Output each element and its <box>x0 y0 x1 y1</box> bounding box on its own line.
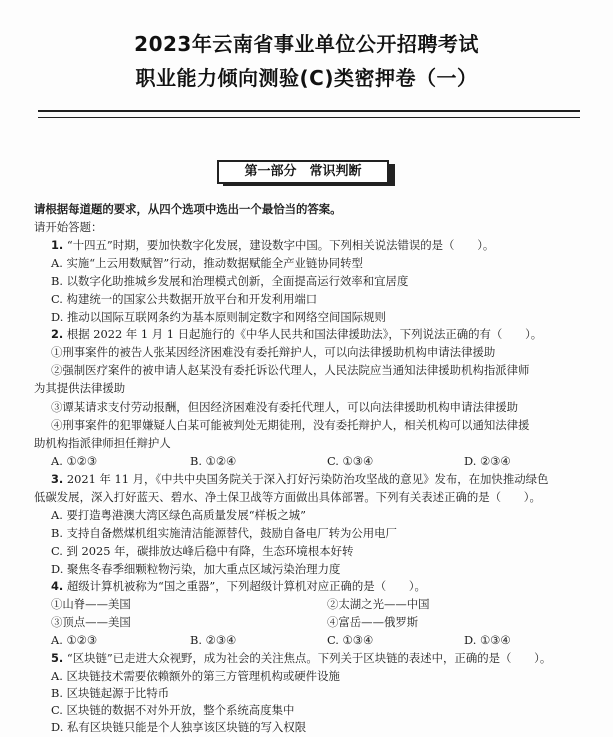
instruction-note: 请根据每道题的要求，从四个选项中选出一个最恰当的答案。 <box>34 202 342 216</box>
exam-title-line2: 职业能力倾向测验(C)类密押卷（一） <box>135 66 478 90</box>
q1-option-d: D. 推动以国际互联网条约为基本原则制定数字和网络空间国际规则 <box>51 310 386 324</box>
q5-option-c: C. 区块链的数据不对外开放，整个系统高度集中 <box>51 703 295 717</box>
q4-option-a: A. ①②③ <box>51 633 98 647</box>
question-number: 5. <box>51 651 64 665</box>
section-banner <box>217 160 395 186</box>
q4-item-1: ①山脊——美国 <box>51 597 131 611</box>
question-number: 4. <box>51 579 64 593</box>
question-number: 2. <box>51 327 64 341</box>
q2-item-1: ①刑事案件的被告人张某因经济困难没有委托辩护人，可以向法律援助机构申请法律援助 <box>51 345 496 359</box>
q5-option-b: B. 区块链起源于比特币 <box>51 686 170 700</box>
q2-option-c: C. ①③④ <box>327 454 374 468</box>
q2-item-2-cont: 为其提供法律援助 <box>34 381 126 395</box>
q4-item-2: ②太湖之光——中国 <box>327 597 430 611</box>
q4-option-d: D. ①③④ <box>464 633 511 647</box>
exam-title-line1: 2023年云南省事业单位公开招聘考试 <box>134 32 479 56</box>
q3-option-b: B. 支持自备燃煤机组实施清洁能源替代，鼓励自备电厂转为公用电厂 <box>51 526 397 540</box>
question-3-stem <box>51 470 611 488</box>
q2-item-3: ③谭某请求支付劳动报酬，但因经济困难没有委托代理人，可以向法律援助机构申请法律援助 <box>51 400 519 414</box>
question-3-stem-cont: 低碳发展，深入打好蓝天、碧水、净土保卫战等方面做出具体部署。下列有关表述正确的是（ ）。 <box>34 490 541 504</box>
q4-item-4: ④富岳——俄罗斯 <box>327 615 419 629</box>
question-text: 2021 年 11 月，《中共中央国务院关于深入打好污染防治攻坚战的意见》发布，在加快推动绿色 <box>66 472 549 486</box>
q1-option-a: A. 实施“上云用数赋智”行动，推动数据赋能全产业链协同转型 <box>51 256 363 270</box>
q2-option-b: B. ①②④ <box>190 454 237 468</box>
q2-item-4-cont: 助机构指派律师担任辩护人 <box>34 436 171 450</box>
q3-option-c: C. 到 2025 年，碳排放达峰后稳中有降，生态环境根本好转 <box>51 544 354 558</box>
q1-option-b: B. 以数字化助推城乡发展和治理模式创新，全面提高运行效率和宜居度 <box>51 274 409 288</box>
question-text: 根据 2022 年 1 月 1 日起施行的《中华人民共和国法律援助法》，下列说法正确的有（ ）。 <box>66 327 543 341</box>
q5-option-a: A. 区块链技术需要依赖额外的第三方管理机构或硬件设施 <box>51 669 340 683</box>
q2-item-2: ②强制医疗案件的被申请人赵某没有委托诉讼代理人，人民法院应当通知法律援助机构指派律师 <box>51 363 530 377</box>
q3-option-d: D. 聚焦冬春季细颗粒物污染，加大重点区域污染治理力度 <box>51 562 341 576</box>
q2-option-d: D. ②③④ <box>464 454 511 468</box>
header-divider-thin <box>38 117 580 118</box>
q4-item-3: ③顶点——美国 <box>51 615 131 629</box>
q2-item-4: ④刑事案件的犯罪嫌疑人白某可能被判处无期徒刑，没有委托辩护人，相关机构可以通知法律援 <box>51 418 530 432</box>
q3-option-a: A. 要打造粤港澳大湾区绿色高质量发展“样板之城” <box>51 508 306 522</box>
instruction-start: 请开始答题： <box>34 220 103 234</box>
question-text: “区块链”已走进大众视野，成为社会的关注焦点。下列关于区块链的表述中，正确的是（ ）。 <box>66 651 552 665</box>
question-number: 3. <box>51 472 64 486</box>
question-text: “十四五”时期，要加快数字化发展，建设数字中国。下列相关说法错误的是（ ）。 <box>66 238 495 252</box>
q2-option-a: A. ①②③ <box>51 454 98 468</box>
question-2-stem <box>51 325 611 343</box>
question-4-stem <box>51 577 611 595</box>
q5-option-d: D. 私有区块链只能是个人独享该区块链的写入权限 <box>51 720 307 734</box>
question-number: 1. <box>51 238 64 252</box>
q4-option-b: B. ②③④ <box>190 633 237 647</box>
section-title: 第一部分 常识判断 <box>217 160 389 184</box>
question-text: 超级计算机被称为“国之重器”，下列超级计算机对应正确的是（ ）。 <box>66 579 426 593</box>
question-1-stem <box>51 236 611 254</box>
q1-option-c: C. 构建统一的国家公共数据开放平台和开发利用端口 <box>51 292 318 306</box>
header-divider <box>38 110 580 112</box>
question-5-stem <box>51 649 611 667</box>
q4-option-c: C. ①③④ <box>327 633 374 647</box>
